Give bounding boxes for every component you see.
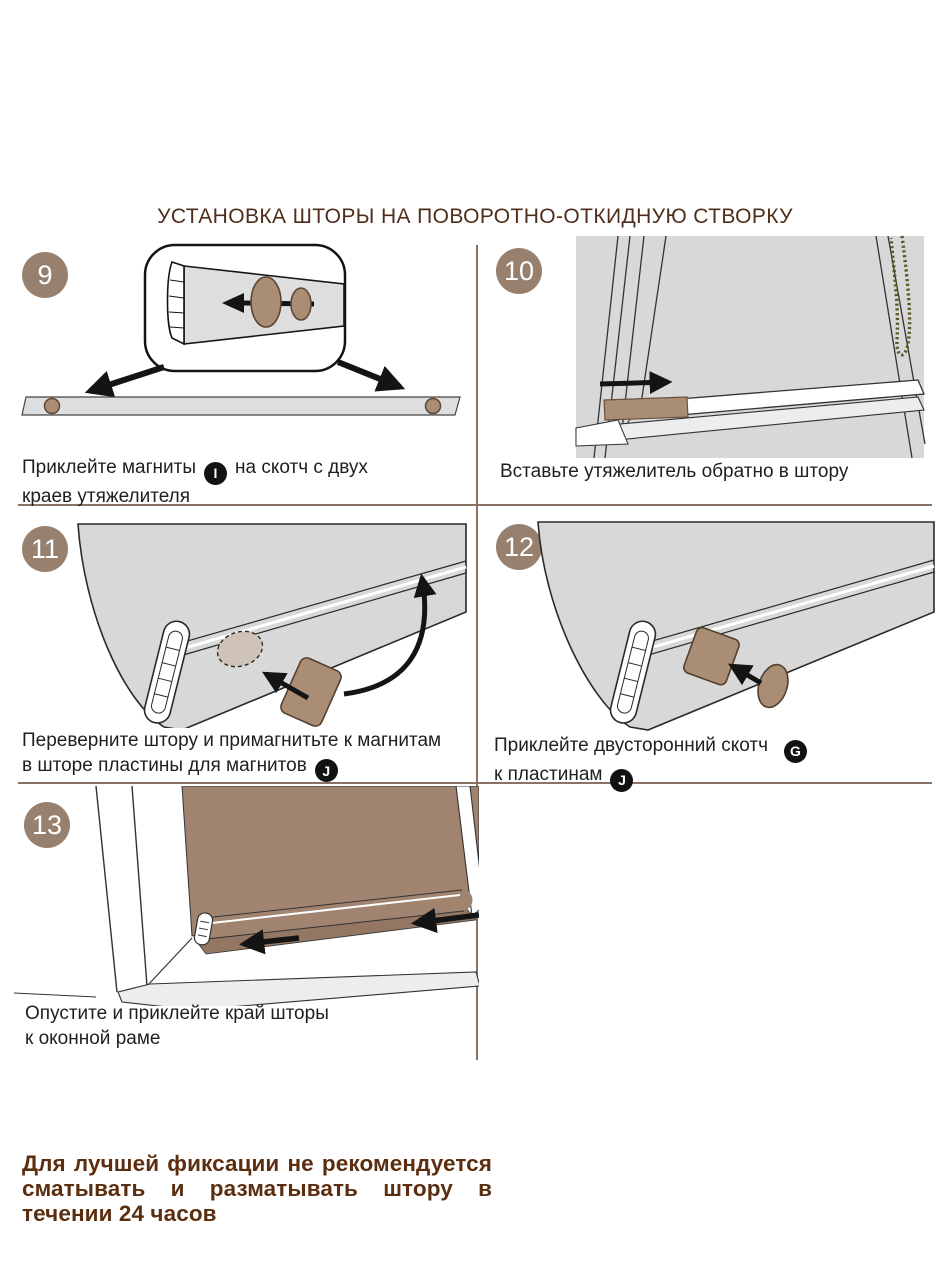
reveal-corner-line [147,938,192,986]
caption-line [22,754,441,783]
pointer-arrow-left-icon [90,367,164,391]
weight-bar-inserting [604,397,688,420]
magnet-on-bar-right [426,399,441,414]
step-9-caption-text-1: Приклейте магниты [22,457,196,478]
shade-fabric-back [78,524,466,728]
step-9-caption [22,456,368,509]
part-label-g-badge: G [784,740,807,763]
page-title: УСТАНОВКА ШТОРЫ НА ПОВОРОТНО-ОТКИДНУЮ СТВОРКУ [157,205,793,228]
step-13-illustration [14,786,479,1006]
step-11-illustration [14,516,474,728]
caption-line [494,734,815,763]
shade-fabric-back [538,522,934,730]
step-10-number: 10 [503,255,535,286]
caption-line [22,456,368,485]
floor-line [14,993,96,997]
magnet-disc-large [251,277,281,327]
step-11-caption-text-1: Переверните штору и примагнитьте к магнитам [22,730,442,751]
step-9-number: 9 [37,259,53,290]
window-jamb-line [96,786,117,992]
step-13-caption-text-1: Опустите и приклейте край шторы [25,1003,329,1024]
step-12-illustration [478,514,943,732]
step-11-caption-text-2: в шторе пластины для магнитов [22,754,307,776]
step-12-number: 12 [503,531,535,562]
step-13-number: 13 [31,809,63,840]
caption-line [494,763,815,792]
weight-bar [22,397,460,415]
step-12-caption [494,734,815,792]
step-11-number: 11 [30,533,60,564]
window-sill [118,972,479,1006]
window-jamb-line [132,786,147,986]
magnet-on-bar-left [45,399,60,414]
part-label-j-badge: J [610,769,633,792]
pointer-arrow-right-icon [338,362,400,387]
caption-line [500,460,848,485]
step-10-illustration [478,232,940,462]
step-9-caption-text-3: краев утяжелителя [22,485,191,507]
step-11-caption [22,729,441,782]
step-13-caption [25,1002,329,1051]
caption-line [25,1027,329,1052]
caption-line [22,485,368,510]
part-label-i-badge: I [204,462,227,485]
step-12-caption-text-2: к пластинам [494,763,603,785]
step-10-caption-text: Вставьте утяжелитель обратно в штору [500,461,849,482]
step-12-caption-text-1: Приклейте двусторонний скотч [494,735,768,756]
step-13-caption-text-2: к оконной раме [25,1027,161,1049]
caption-line [25,1002,329,1027]
footer-note: Для лучшей фиксации не рекомендуется сматывать и разматывать штору в течении 24 часов [22,1151,492,1226]
step-9-caption-text-2: на скотч с двух [235,457,368,478]
weight-bar-end-cap [168,262,185,344]
magnet-disc-small [291,288,311,320]
step-10-caption [500,460,848,485]
part-label-j-badge: J [315,759,338,782]
step-9-illustration [14,240,464,425]
insert-direction-arrow-icon [600,382,668,384]
caption-line [22,729,441,754]
